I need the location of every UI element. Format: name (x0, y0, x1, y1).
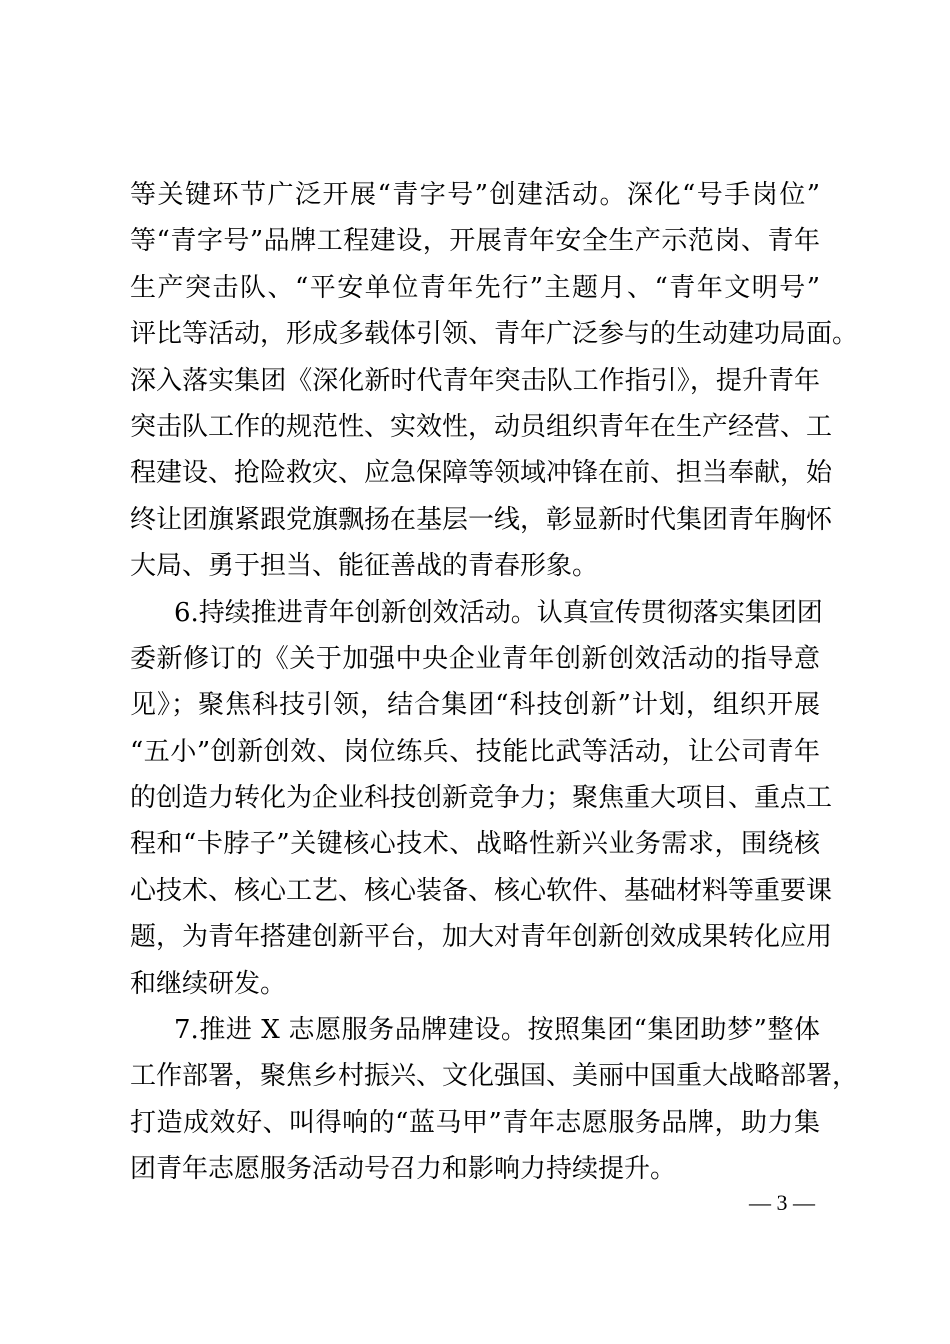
text-line: 心技术、核心工艺、核心装备、核心软件、基础材料等重要课 (130, 875, 833, 906)
text-line: 程建设、抢险救灾、应急保障等领域冲锋在前、担当奉献，始 (130, 458, 833, 489)
page-number: — 3 — (749, 1190, 815, 1215)
text-line: 评比等活动，形成多载体引领、青年广泛参与的生动建功局面。 (130, 319, 859, 350)
text-line: 6.持续推进青年创新创效活动。认真宣传贯彻落实集团团 (174, 597, 823, 628)
text-line: 大局、勇于担当、能征善战的青春形象。 (130, 551, 599, 582)
text-line: 程和“卡脖子”关键核心技术、战略性新兴业务需求，围绕核 (130, 829, 820, 860)
text-line: 见》；聚焦科技引领，结合集团“科技创新”计划，组织开展 (130, 690, 820, 721)
text-line: 7.推进 X 志愿服务品牌建设。按照集团“集团助梦”整体 (174, 1015, 820, 1046)
text-line: 和继续研发。 (130, 968, 287, 999)
text-line: 题，为青年搭建创新平台，加大对青年创新创效成果转化应用 (130, 922, 833, 953)
text-line: 委新修订的《关于加强中央企业青年创新创效活动的指导意 (130, 643, 820, 674)
text-line: 打造成效好、叫得响的“蓝马甲”青年志愿服务品牌，助力集 (130, 1107, 820, 1138)
text-line: 的创造力转化为企业科技创新竞争力；聚焦重大项目、重点工 (130, 783, 833, 814)
text-line: 等“青字号”品牌工程建设，开展青年安全生产示范岗、青年 (130, 226, 820, 257)
paragraph-item-7 (130, 1007, 859, 1193)
paragraph-item-6 (130, 590, 833, 1008)
text-line: 等关键环节广泛开展“青字号”创建活动。深化“号手岗位” (130, 180, 820, 210)
text-line: “五小”创新创效、岗位练兵、技能比武等活动，让公司青年 (130, 736, 820, 767)
text-line: 团青年志愿服务活动号召力和影响力持续提升。 (130, 1154, 677, 1185)
text-line: 生产突击队、“平安单位青年先行”主题月、“青年文明号” (130, 272, 820, 303)
text-line: 突击队工作的规范性、实效性，动员组织青年在生产经营、工 (130, 411, 833, 442)
document-body (130, 172, 859, 1193)
paragraph-continuation (130, 172, 859, 590)
text-line: 工作部署，聚焦乡村振兴、文化强国、美丽中国重大战略部署， (130, 1061, 859, 1092)
text-line: 终让团旗紧跟党旗飘扬在基层一线，彰显新时代集团青年胸怀 (130, 504, 833, 535)
text-line: 深入落实集团《深化新时代青年突击队工作指引》，提升青年 (130, 365, 820, 396)
